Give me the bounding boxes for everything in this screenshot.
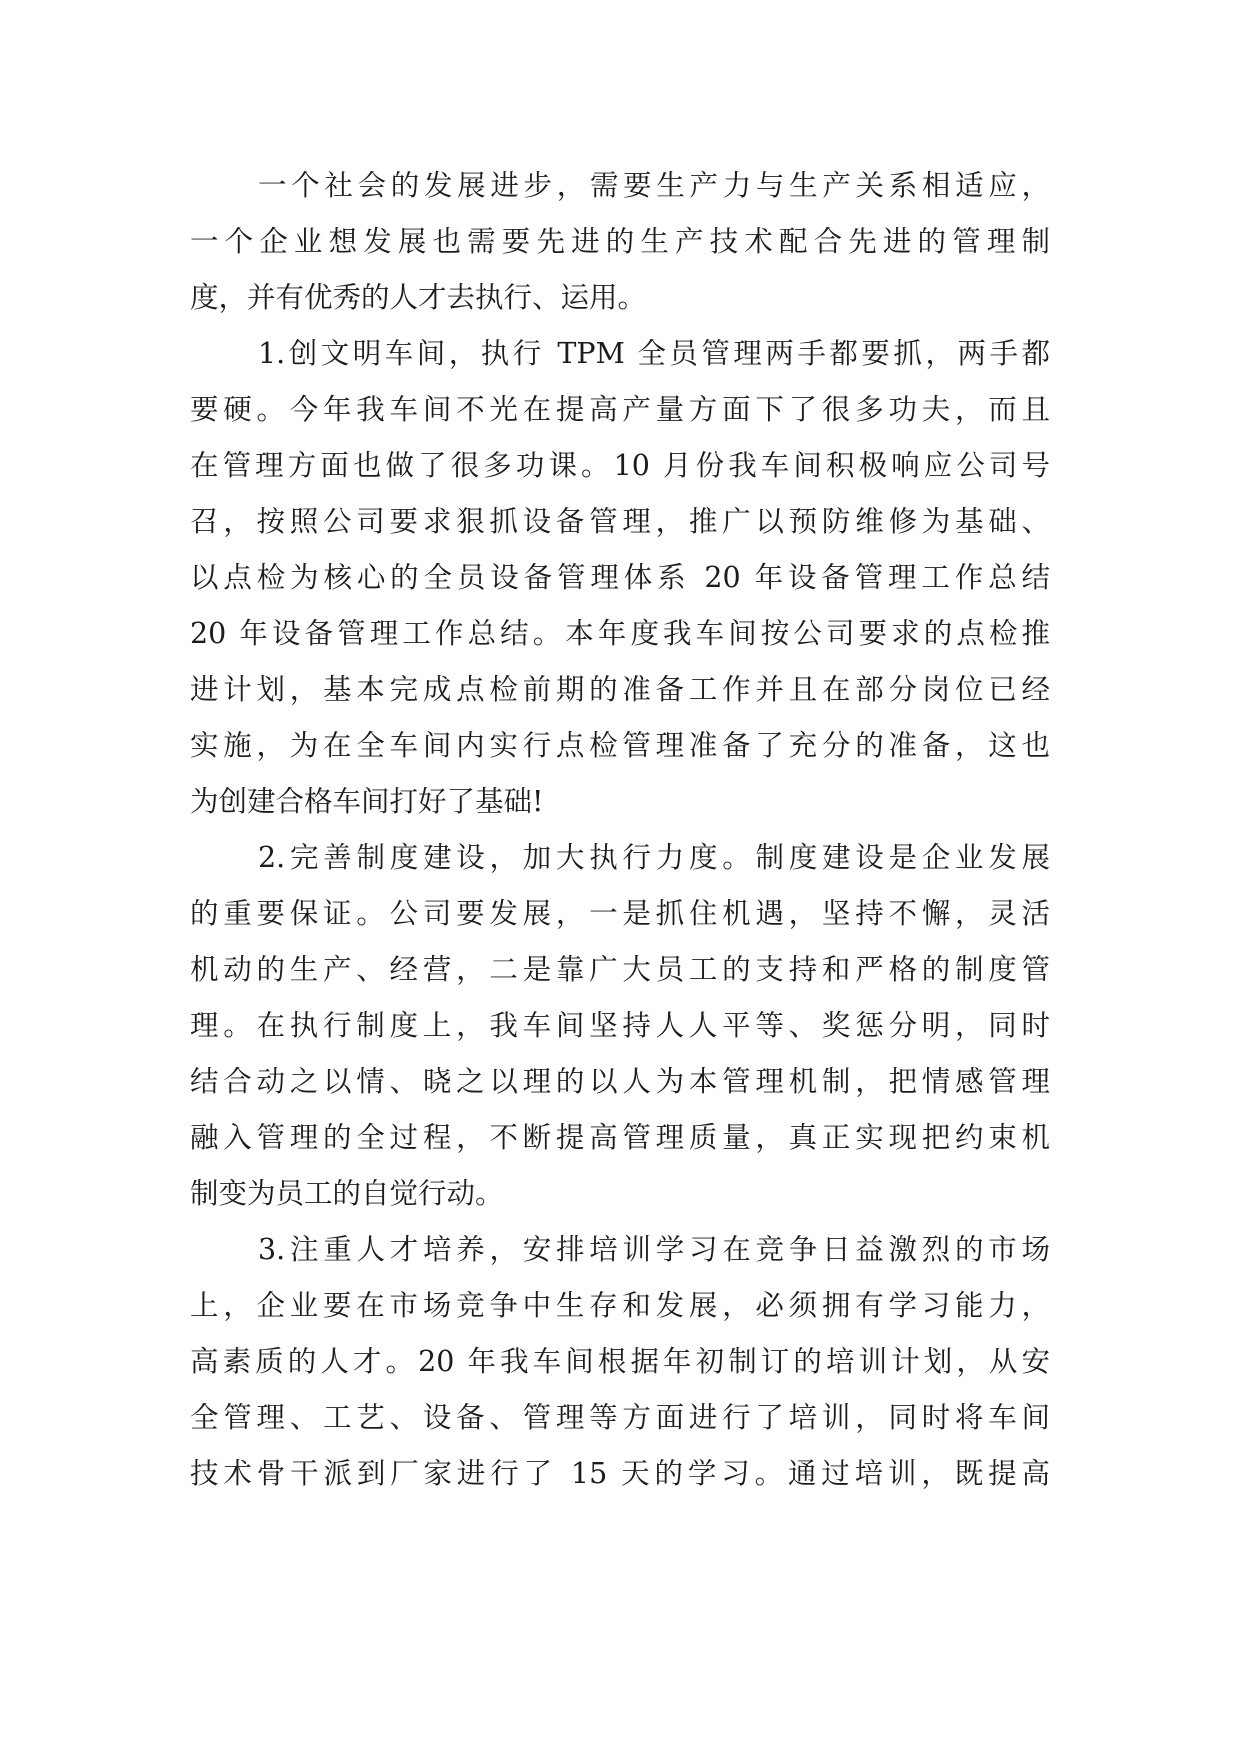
text-line: 融入管理的全过程，不断提高管理质量，真正实现把约束机: [190, 1121, 1050, 1154]
text-line: 一个企业想发展也需要先进的生产技术配合先进的管理制: [190, 225, 1050, 258]
text-line: 一个社会的发展进步，需要生产力与生产关系相适应，: [258, 169, 1050, 202]
text-line: 高素质的人才。20 年我车间根据年初制订的培训计划，从安: [190, 1345, 1050, 1378]
text-line: 度，并有优秀的人才去执行、运用。: [190, 281, 647, 314]
text-line: 为创建合格车间打好了基础!: [190, 785, 544, 818]
text-line: 召，按照公司要求狠抓设备管理，推广以预防维修为基础、: [190, 505, 1050, 538]
paragraph-item-1: [190, 326, 1050, 830]
text-line: 技术骨干派到厂家进行了 15 天的学习。通过培训，既提高: [190, 1457, 1050, 1490]
text-line: 结合动之以情、晓之以理的以人为本管理机制，把情感管理: [190, 1065, 1050, 1098]
text-line: 2.完善制度建设，加大执行力度。制度建设是企业发展: [258, 841, 1050, 874]
text-line: 3.注重人才培养，安排培训学习在竞争日益激烈的市场: [258, 1233, 1050, 1266]
document-body: [190, 158, 1050, 1502]
text-line: 以点检为核心的全员设备管理体系 20 年设备管理工作总结: [190, 561, 1050, 594]
text-line: 20 年设备管理工作总结。本年度我车间按公司要求的点检推: [190, 617, 1050, 650]
text-line: 理。在执行制度上，我车间坚持人人平等、奖惩分明，同时: [190, 1009, 1050, 1042]
text-line: 上，企业要在市场竞争中生存和发展，必须拥有学习能力，: [190, 1289, 1050, 1322]
text-line: 在管理方面也做了很多功课。10 月份我车间积极响应公司号: [190, 449, 1050, 482]
text-line: 要硬。今年我车间不光在提高产量方面下了很多功夫，而且: [190, 393, 1050, 426]
text-line: 机动的生产、经营，二是靠广大员工的支持和严格的制度管: [190, 953, 1050, 986]
text-line: 全管理、工艺、设备、管理等方面进行了培训，同时将车间: [190, 1401, 1050, 1434]
text-line: 制变为员工的自觉行动。: [190, 1177, 504, 1210]
paragraph-item-3: [190, 1222, 1050, 1502]
text-line: 的重要保证。公司要发展，一是抓住机遇，坚持不懈，灵活: [190, 897, 1050, 930]
paragraph-item-2: [190, 830, 1050, 1222]
paragraph-intro: [190, 158, 1050, 326]
text-line: 进计划，基本完成点检前期的准备工作并且在部分岗位已经: [190, 673, 1050, 706]
text-line: 1.创文明车间，执行 TPM 全员管理两手都要抓，两手都: [258, 337, 1050, 370]
text-line: 实施，为在全车间内实行点检管理准备了充分的准备，这也: [190, 729, 1050, 762]
